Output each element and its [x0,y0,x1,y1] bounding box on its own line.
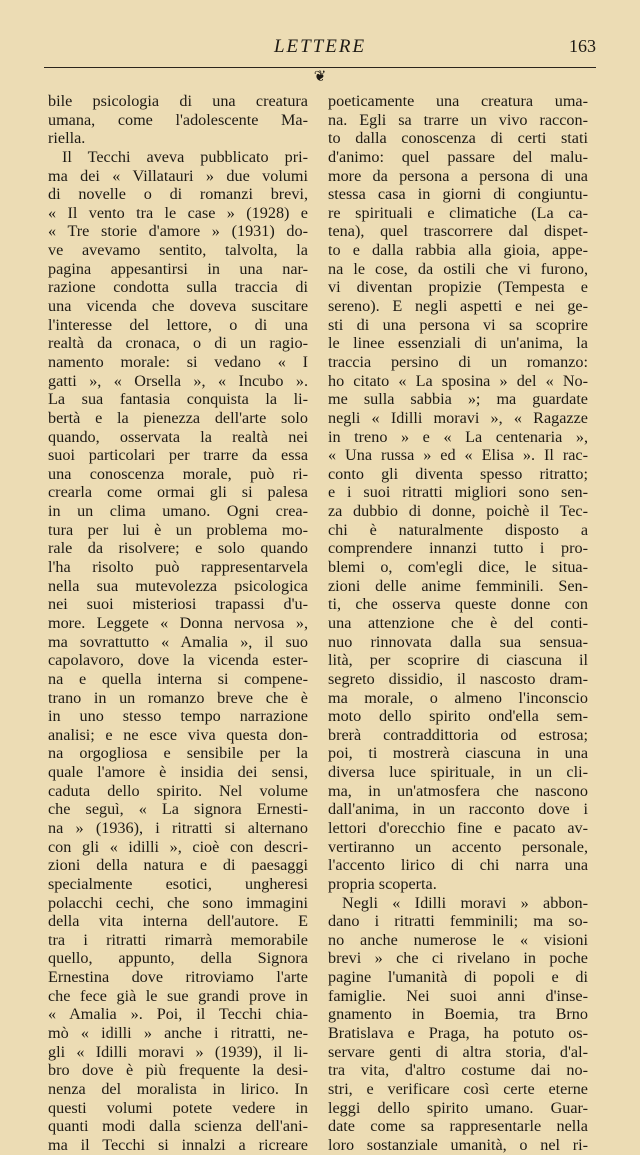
text-line: che fece già le sue grandi prove in [48,986,308,1005]
text-line: na le cose, da ostili che vi furono, [328,259,588,278]
page-header [44,34,596,64]
text-line: za dubbio di donne, poichè il Tec- [328,502,588,521]
text-line: vertiranno un accento personale, [328,837,588,856]
text-line: diversa luce spirituale, in un cli- [328,763,588,782]
right-column [328,92,588,1155]
text-line: questi volumi potete vedere in [48,1098,308,1117]
text-line: namento morale: si vedano « I [48,352,308,371]
text-line: Bratislava e Praga, ha potuto os- [328,1024,588,1043]
text-line: Negli « Idilli moravi » abbon- [342,893,588,912]
left-column [48,92,308,1155]
text-line: nenza del moralista in lirico. In [48,1079,308,1098]
text-line: ma morale, o almeno l'inconscio [328,688,588,707]
text-line: na » (1936), i ritratti si alternano [48,818,308,837]
text-line: me sulla sabbia »; ma guardate [328,390,588,409]
text-line: una conoscenza morale, può ri- [48,464,308,483]
text-line: analisi; e ne esce viva questa don- [48,725,308,744]
text-line: segreto dissidio, il nascosto dram- [328,669,588,688]
text-line: trano in un romanzo breve che è [48,688,308,707]
text-line: sti di una persona vi sa scoprire [328,315,588,334]
text-line: nella sua mutevolezza psicologica [48,576,308,595]
text-line: conto gli diventa spesso ritratto; [328,464,588,483]
text-line: propria scoperta. [328,874,437,893]
text-line: na e quella interna si compene- [48,669,308,688]
text-line: ma il Tecchi si innalzi a ricreare [48,1135,308,1154]
text-line: quanti modi dalla scienza dell'ani- [48,1117,308,1136]
text-line: tura per lui è un problema mo- [48,520,308,539]
text-line: leggi dello spirito umano. Guar- [328,1098,588,1117]
page-number: 163 [569,36,596,56]
text-line: loro sostanziale umanità, o nel ri- [328,1135,588,1154]
text-line: « Amalia ». Poi, il Tecchi chia- [48,1005,308,1024]
text-line: date come sa rappresentarle nella [328,1117,588,1136]
text-line: to dalla conoscenza di certi stati [328,129,588,148]
text-line: « Il vento tra le case » (1928) e [48,203,308,222]
text-line: na. Egli sa trarre un vivo raccon- [328,110,588,129]
text-line: servare genti di altra storia, d'al- [328,1042,588,1061]
text-line: poi, ti mostrerà ciascuna in una [328,744,588,763]
text-line: l'ha risolto può rappresentarvela [48,558,308,577]
text-line: le linee essenziali di un'anima, la [328,334,588,353]
text-line: realtà da cronaca, o di un ragio- [48,334,308,353]
text-line: to e dalla rabbia alla gioia, appe- [328,241,588,260]
text-line: blemi o, com'egli dice, le situa- [328,558,588,577]
text-line: ma, in un'atmosfera che nascono [328,781,588,800]
text-line: mò « idilli » anche i ritratti, ne- [48,1024,308,1043]
text-line: famiglie. Nei suoi anni d'inse- [328,986,588,1005]
text-line: stessa casa in giorni di congiuntu- [328,185,588,204]
text-line: ma dei « Villatauri » due volumi [48,166,308,185]
text-line: more. Leggete « Donna nervosa », [48,613,308,632]
running-title: LETTERE [273,36,367,57]
text-line: di novelle o di romanzi brevi, [48,185,308,204]
text-line: lettori d'orecchio fine e pacato av- [328,818,588,837]
text-line: specialmente esotici, ungheresi [48,874,308,893]
text-line: razione condotta sulla traccia di [48,278,308,297]
text-line: gnamento in Boemia, tra Brno [328,1005,588,1024]
text-line: e i suoi ritratti migliori sono sen- [328,483,588,502]
text-line: crearla come ormai gli si palesa [48,483,308,502]
text-line: ve avevamo sentito, talvolta, la [48,241,308,260]
text-line: bertà e la pienezza dell'arte solo [48,408,308,427]
text-line: traccia persino di un romanzo: [328,352,588,371]
text-line: « Tre storie d'amore » (1931) do- [48,222,308,241]
text-line: capolavoro, dove la vicenda ester- [48,651,308,670]
fleuron-ornament: ❦ [313,69,327,85]
text-line: l'accento lirico di chi narra una [328,856,588,875]
text-line: pagine l'umanità di popoli e di [328,968,588,987]
text-line: umana, come l'adolescente Ma- [48,110,308,129]
text-line: tra i ritratti rimarrà memorabile [48,930,308,949]
text-line: more da persona a persona di una [328,166,588,185]
text-line: « Una russa » ed « Elisa ». Il rac- [328,446,588,465]
text-line: ho citato « La sposina » del « No- [328,371,588,390]
text-line: rale da risolvere; e solo quando [48,539,308,558]
text-line: vi diventan propizie (Tempesta e [328,278,588,297]
text-line: moto dello spirito ond'ella sem- [328,707,588,726]
text-line: bile psicologia di una creatura [48,92,308,110]
text-line: tena), quel trascorrere dal dispet- [328,222,588,241]
text-line: lità, per scoprire di ciascuna il [328,651,588,670]
text-line: sereno). E negli aspetti e nei ge- [328,297,588,316]
text-line: stri, e verificare così certe eterne [328,1079,588,1098]
text-line: una attenzione che è del conti- [328,613,588,632]
text-line: una vicenda che doveva suscitare [48,297,308,316]
text-line: nuo rinnovata dalla sua sensua- [328,632,588,651]
text-line: polacchi cechi, che sono immagini [48,893,308,912]
text-line: ti, che osserva queste donne con [328,595,588,614]
text-line: nei suoi misteriosi trapassi d'u- [48,595,308,614]
text-line: tra vita, d'altro costume dai no- [328,1061,588,1080]
text-line: dall'anima, in un racconto dove i [328,800,588,819]
text-line: dano i ritratti femminili; ma so- [328,912,588,931]
text-line: della vita interna dell'autore. E [48,912,308,931]
text-line: Ernestina dove ritroviamo l'arte [48,968,308,987]
text-line: brerà contraddittoria od estrosa; [328,725,588,744]
text-line: gatti », « Orsella », « Incubo ». [48,371,308,390]
text-line: quello, appunto, della Signora [48,949,308,968]
text-line: re spirituali e climatiche (La ca- [328,203,588,222]
text-line: d'animo: quel passare del malu- [328,147,588,166]
text-line: caduta dello spirito. Nel volume [48,781,308,800]
text-line: chi è naturalmente disposto a [328,520,588,539]
text-line: Il Tecchi aveva pubblicato pri- [62,147,308,166]
text-line: negli « Idilli moravi », « Ragazze [328,408,588,427]
text-line: con gli « idilli », cioè con descri- [48,837,308,856]
text-line: che seguì, « La signora Ernesti- [48,800,308,819]
text-line: gli « Idilli moravi » (1939), il li- [48,1042,308,1061]
text-line: brevi » che ci rivelano in poche [328,949,588,968]
text-line: quando, osservata la realtà nei [48,427,308,446]
text-line: poeticamente una creatura uma- [328,92,588,110]
text-line: no anche numerose le « visioni [328,930,588,949]
text-line: in uno stesso tempo narrazione [48,707,308,726]
text-line: in treno » e « La centenaria », [328,427,588,446]
text-line: na orgogliosa e sensibile per la [48,744,308,763]
text-line: zioni della natura e di paesaggi [48,856,308,875]
text-line: quale l'amore è insidia dei sensi, [48,763,308,782]
text-line: La sua fantasia conquista la li- [48,390,308,409]
text-line: comprendere innanzi tutto i pro- [328,539,588,558]
text-line: pagina appesantirsi in una nar- [48,259,308,278]
text-line: in un clima umano. Ogni crea- [48,502,308,521]
text-line: bro dove è più frequente la desi- [48,1061,308,1080]
text-line: zioni delle anime femminili. Sen- [328,576,588,595]
text-line: ma sovrattutto « Amalia », il suo [48,632,308,651]
text-line: suoi particolari per trarre da essa [48,446,308,465]
text-line: l'interesse del lettore, o di una [48,315,308,334]
text-line: riella. [48,129,86,148]
